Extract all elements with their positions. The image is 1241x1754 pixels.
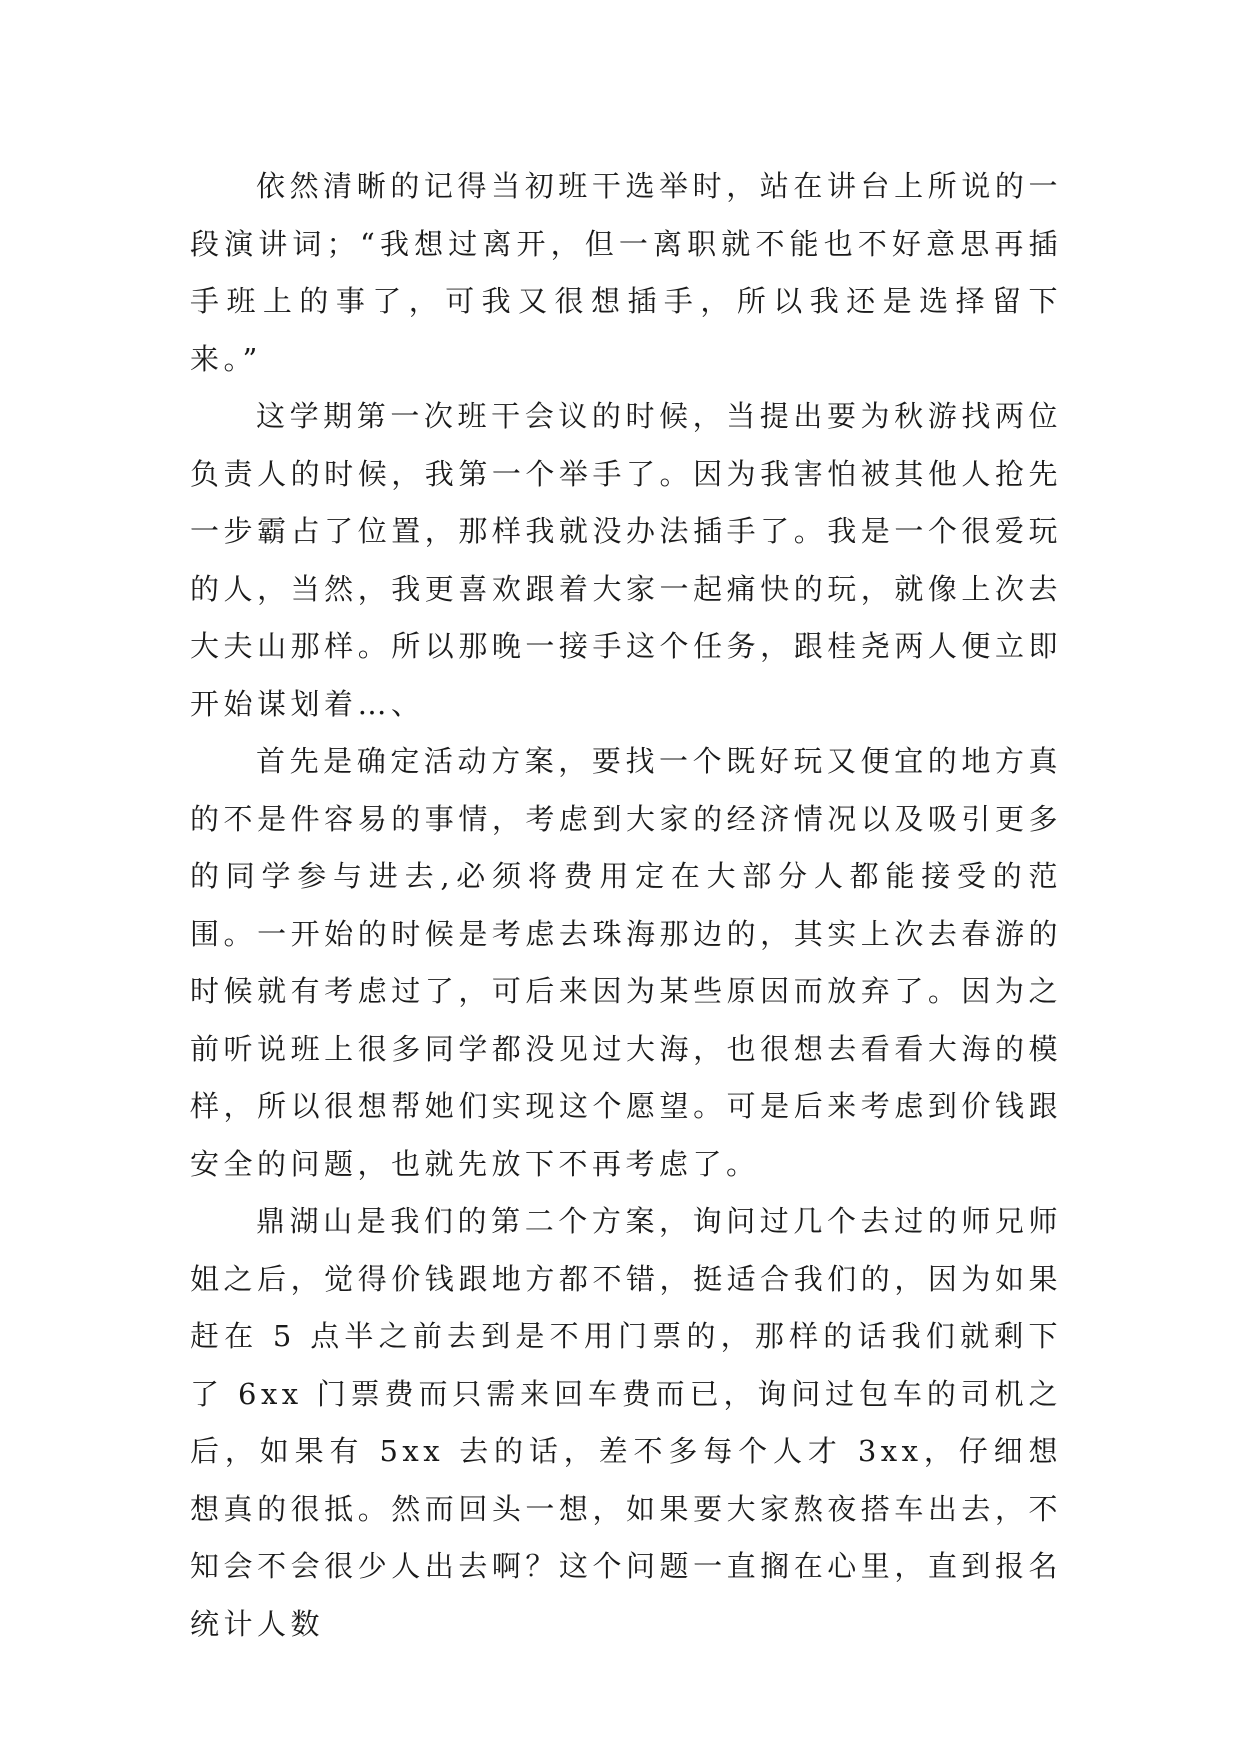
- paragraph-4: 鼎湖山是我们的第二个方案，询问过几个去过的师兄师姐之后，觉得价钱跟地方都不错，挺适合我们的，因为如果赶在 5 点半之前去到是不用门票的，那样的话我们就剩下了 6xx 门票费而只需来回车费而已，询问过包车的司机之后，如果有 5xx 去的话，差不多每个人才 3xx，仔细想想真的很抵。然而回头一想，如果要大家熬夜搭车出去，不知会不会很少人出去啊？这个问题一直搁在心里，直到报名统计人数: [190, 1204, 1062, 1641]
- paragraph-1: 依然清晰的记得当初班干选举时，站在讲台上所说的一段演讲词；“我想过离开，但一离职就不能也不好意思再插手班上的事了，可我又很想插手，所以我还是选择留下来。”: [190, 169, 1062, 376]
- document-body: [190, 158, 1062, 1653]
- paragraph-3: 首先是确定活动方案，要找一个既好玩又便宜的地方真的不是件容易的事情，考虑到大家的经济情况以及吸引更多的同学参与进去,必须将费用定在大部分人都能接受的范围。一开始的时候是考虑去珠海那边的，其实上次去春游的时候就有考虑过了，可后来因为某些原因而放弃了。因为之前听说班上很多同学都没见过大海，也很想去看看大海的模样，所以很想帮她们实现这个愿望。可是后来考虑到价钱跟安全的问题，也就先放下不再考虑了。: [190, 744, 1062, 1181]
- paragraph-2: 这学期第一次班干会议的时候，当提出要为秋游找两位负责人的时候，我第一个举手了。因为我害怕被其他人抢先一步霸占了位置，那样我就没办法插手了。我是一个很爱玩的人，当然，我更喜欢跟着大家一起痛快的玩，就像上次去大夫山那样。所以那晚一接手这个任务，跟桂尧两人便立即开始谋划着…、: [190, 399, 1062, 721]
